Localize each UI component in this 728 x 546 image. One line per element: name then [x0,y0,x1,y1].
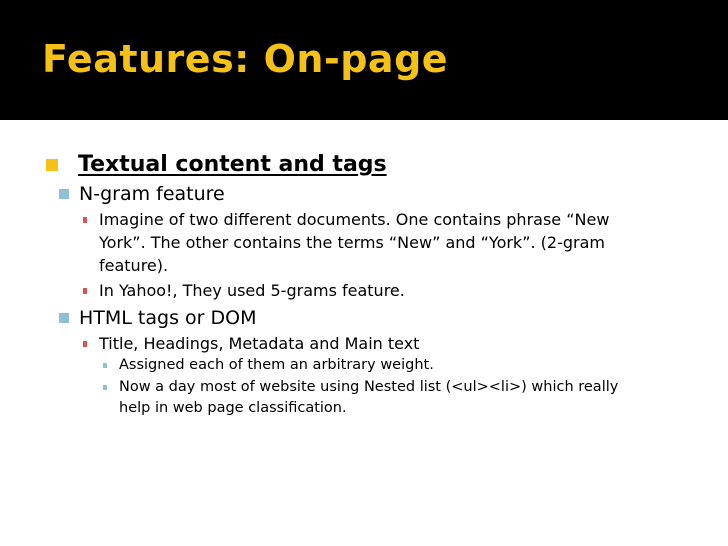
list-item [79,279,728,302]
list-item [56,180,728,302]
slide-title: Features: On-page [42,37,449,81]
square-bullet-icon [46,159,58,171]
list-item [0,150,728,419]
square-bullet-icon [59,313,69,323]
title-bar [0,0,728,120]
bullet-list [0,150,728,419]
sub-list [78,180,728,419]
square-bullet-icon [103,363,107,368]
square-bullet-icon [59,189,69,199]
bullet-text: Assigned each of them an arbitrary weight. [119,357,434,373]
square-bullet-icon [83,217,87,223]
list-item [79,208,728,277]
bullet-text: Title, Headings, Metadata and Main text [99,334,420,353]
bullet-text: In Yahoo!, They used 5-grams feature. [99,281,405,300]
bullet-text: N-gram feature [79,183,225,205]
bullet-text: HTML tags or DOM [79,307,257,329]
bullet-text: Imagine of two different documents. One contains phrase “New York”. The other contains the terms “New” and “York”. (2-gram feature). [99,210,610,275]
square-bullet-icon [83,288,87,294]
list-item [79,332,728,419]
slide-content [0,150,728,419]
sub-list [99,355,728,419]
bullet-text: Textual content and tags [78,152,387,177]
square-bullet-icon [103,385,107,390]
list-item [99,377,728,419]
bullet-text: Now a day most of website using Nested list (<ul><li>) which really help in web page classification. [119,379,619,416]
list-item [56,304,728,419]
list-item [99,355,728,376]
square-bullet-icon [83,341,87,347]
sub-list [79,332,728,419]
sub-list [79,208,728,302]
